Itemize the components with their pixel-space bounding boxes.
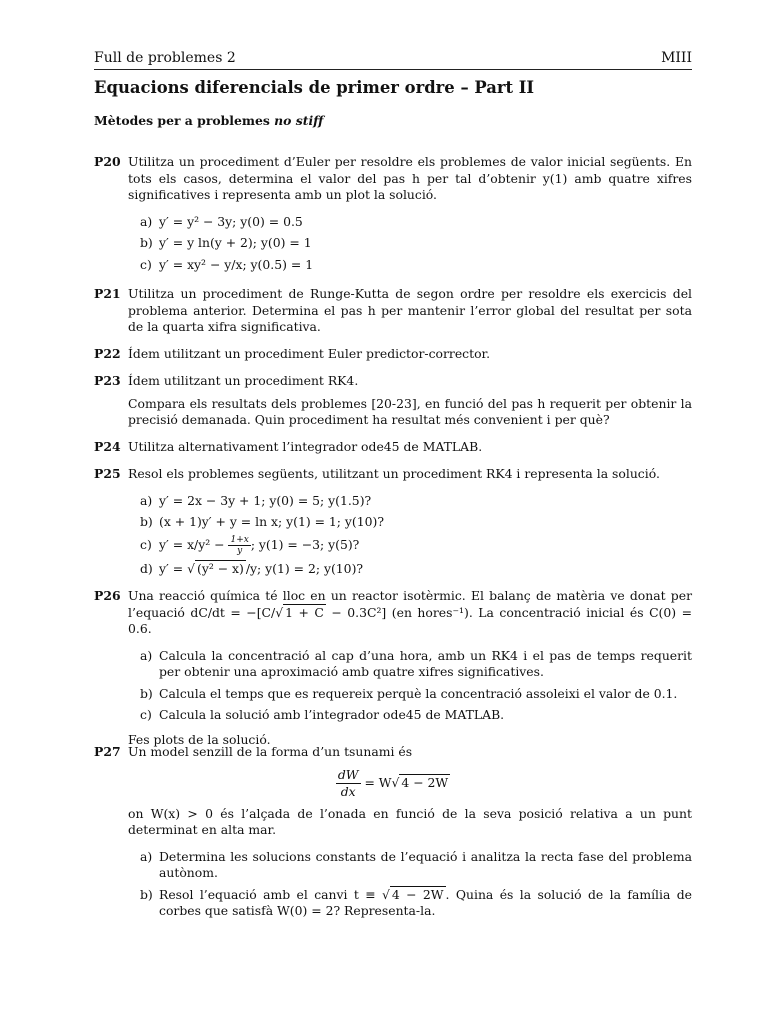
list-item [140,887,692,920]
text-part: − 0.3C²] (en hores⁻¹). La concentració inicial és C(0) = 0.6. [128,604,693,637]
item-label: a) [140,647,153,663]
problem-text: Ídem utilitzant un procediment Euler predictor-corrector. [128,346,491,361]
item-text: y′ = y ln(y + 2); y(0) = 1 [159,235,312,251]
item-text: Determina les solucions constants de l’equació i analitza la recta fase del problema autònom. [159,848,692,881]
list-item [140,849,692,882]
page-header [94,50,692,67]
item-text [159,561,692,578]
text-part: Resol l’equació amb el canvi t ≡ [159,886,382,902]
list-item [140,707,692,724]
subtitle-text: Mètodes per a problemes [94,113,270,128]
radicand: 4 − 2W [401,774,449,790]
problem-text: Ídem utilitzant un procediment RK4. [128,373,359,388]
item-text: y′ = y² − 3y; y(0) = 0.5 [159,213,303,229]
item-text: y′ = xy² − y/x; y(0.5) = 1 [159,256,314,272]
problem-p24 [94,439,692,456]
list-item [140,686,692,703]
item-label: b) [140,886,153,902]
item-label: a) [140,848,153,864]
item-text [159,887,692,920]
list-item [140,535,692,556]
header-left: Full de problemes 2 [94,50,236,66]
item-text: Calcula la solució amb l’integrador ode45 de MATLAB. [159,707,505,723]
list-item [140,214,692,231]
item-label: a) [140,213,153,229]
problem-paragraph: Fes plots de la solució. [128,731,271,747]
problem-text: Utilitza alternativament l’integrador ode45 de MATLAB. [128,439,483,454]
problem-label: P26 [94,588,121,603]
item-list [140,493,692,578]
page-title: Equacions diferencials de primer ordre – Part II [94,78,535,97]
fraction [336,767,361,800]
problem-p26 [94,588,692,748]
item-label: c) [140,256,152,272]
problem-label: P24 [94,439,121,454]
problem-text: Utilitza un procediment d’Euler per resoldre els problemes de valor inicial següents. En tots els casos, determina el valor del pas h per tal d’obtenir y(1) amb quatre xifres significatives i representa amb un plot la solució. [128,154,692,203]
problem-text: Utilitza un procediment de Runge-Kutta de segon ordre per resoldre els exercicis del problema anterior. Determina el pas h per mantenir l’error global del resultat per sota de la quarta xifra significativa. [128,286,692,335]
display-equation [94,767,692,800]
formula-part: y′ = [159,561,188,577]
radicand: (y² − x) [196,561,244,577]
list-item [140,493,692,510]
radicand: 4 − 2W [391,886,444,902]
problem-label: P22 [94,346,121,361]
text-part: . Quina és la solució de la família de corbes que satisfà W(0) = 2? Representa-la. [159,886,692,919]
header-right: MIII [661,50,692,66]
header-rule [94,69,692,70]
item-label: c) [140,537,152,553]
problem-p25 [94,466,692,583]
problem-text: Resol els problemes següents, utilitzant un procediment RK4 i representa la solució. [128,466,660,481]
problem-p20 [94,154,692,278]
sqrt-sign: √ [275,604,284,620]
section-subtitle [94,113,323,130]
sqrt-sign: √ [381,886,390,902]
item-text: Calcula el temps que es requereix perquè la concentració assoleixi el valor de 0.1. [159,685,678,701]
problem-text [128,588,692,638]
item-list [140,648,692,724]
problem-p21 [94,286,692,336]
problem-paragraph: on W(x) > 0 és l’alçada de l’onada en funció de la seva posició relativa a un punt determinat en alta mar. [128,805,692,838]
problem-p27 [94,744,692,925]
item-label: d) [140,561,153,577]
list-item [140,257,692,274]
subtitle-emphasis: no stiff [274,113,324,128]
list-item [140,561,692,578]
formula-part: = W [360,774,392,790]
sqrt-sign: √ [391,774,400,790]
radicand: 1 + C [285,604,324,620]
item-label: b) [140,513,153,529]
text-part: Una reacció química té lloc en un reactor isotèrmic. El balanç de matèria ve donat per l’equació dC/dt = −[C/ [128,588,692,620]
item-text [159,535,692,556]
item-list [140,849,692,920]
sqrt-sign: √ [187,561,195,577]
problem-label: P27 [94,744,121,759]
problem-p23 [94,373,692,429]
item-label: b) [140,235,153,251]
fraction [228,535,250,556]
list-item [140,235,692,252]
problem-paragraph: Compara els resultats dels problemes [20-23], en funció del pas h requerit per obtenir la precisió demanada. Quin procediment ha resultat més convenient i per què? [128,395,692,428]
problem-label: P20 [94,154,121,169]
fraction-denominator: dx [340,783,356,799]
formula-part: /y; y(1) = 2; y(10)? [245,561,364,577]
item-label: c) [140,707,152,723]
problem-label: P25 [94,466,121,481]
formula-part: y′ = x/y² − [159,537,229,553]
fraction-numerator: dW [337,766,359,782]
item-text: Calcula la concentració al cap d’una hora, amb un RK4 i el pas de temps requerit per obtenir una aproximació amb quatre xifres significatives. [159,647,692,680]
item-text: y′ = 2x − 3y + 1; y(0) = 5; y(1.5)? [159,492,372,508]
formula-part: ; y(1) = −3; y(5)? [250,537,360,553]
list-item [140,648,692,681]
fraction-numerator: 1+x [230,535,249,546]
item-label: a) [140,492,153,508]
fraction-denominator: y [237,546,243,557]
problem-text: Un model senzill de la forma d’un tsunami és [128,744,413,759]
problem-label: P21 [94,286,121,301]
item-list [140,214,692,273]
problem-p22 [94,346,692,363]
problem-label: P23 [94,373,121,388]
item-text: (x + 1)y′ + y = ln x; y(1) = 1; y(10)? [159,513,384,529]
item-label: b) [140,685,153,701]
list-item [140,514,692,531]
